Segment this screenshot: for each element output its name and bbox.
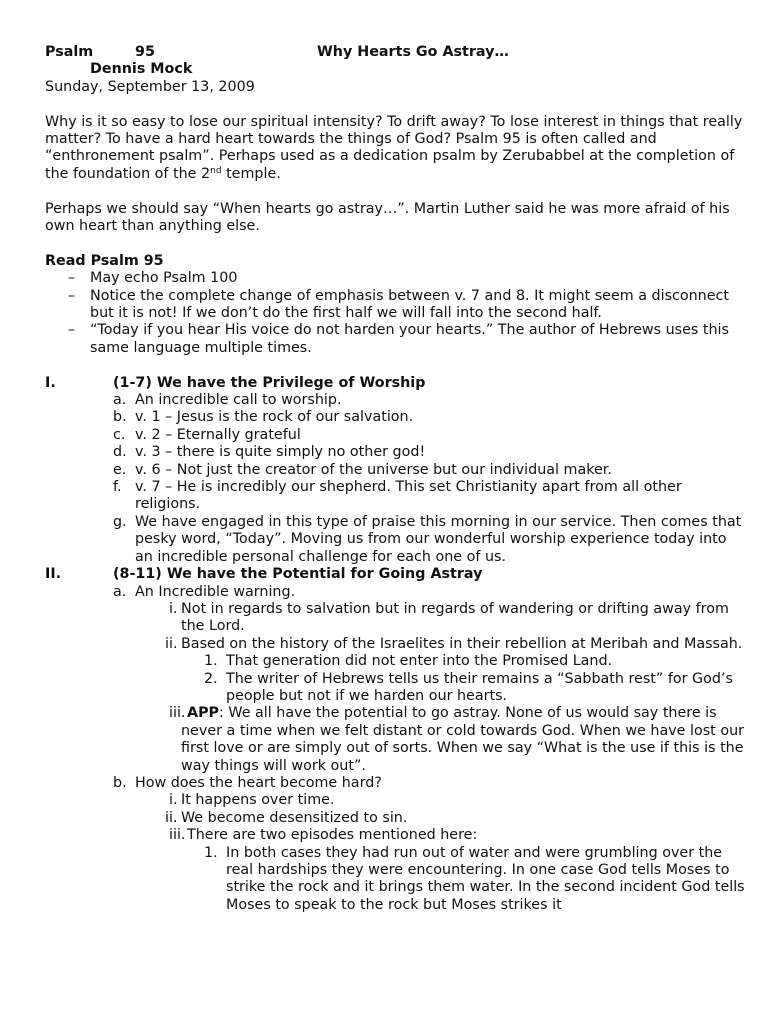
- list-item: g. We have engaged in this type of praise this morning in our service. Then comes that pesky word, “Today”. Moving us from our wonderful worship experience today into an incredible personal challenge for each one of us.: [113, 513, 742, 565]
- author-name: Dennis Mock: [90, 61, 193, 78]
- intro-paragraph-1: Why is it so easy to lose our spiritual intensity? To drift away? To lose interest in things that really matter? To have a hard heart towards the things of God? Psalm 95 is often called and “enthronement psalm”. Perhaps used as a dedication psalm by Zerubabbel at the completion of the foundation of the 2nd temple.: [45, 113, 743, 182]
- list-item: ii. Based on the history of the Israelites in their rebellion at Meribah and Massah.: [165, 635, 743, 652]
- section-2-heading: II. (8-11) We have the Potential for Going Astray: [45, 566, 483, 583]
- psalm-label: Psalm: [45, 44, 94, 60]
- list-item: b. How does the heart become hard?: [113, 774, 382, 791]
- list-item: 1. In both cases they had run out of water and were grumbling over the real hardships they were encountering. In one case God tells Moses to strike the rock and it brings them water. In the second incident God tells Moses to speak to the rock but Moses strikes it: [204, 844, 745, 913]
- intro-paragraph-2: Perhaps we should say “When hearts go astray…”. Martin Luther said he was more afraid of his own heart than anything else.: [45, 200, 730, 235]
- list-item: a. An Incredible warning.: [113, 583, 296, 600]
- section-1-heading: I. (1-7) We have the Privilege of Worship: [45, 374, 426, 391]
- list-item: d. v. 3 – there is quite simply no other god!: [113, 444, 426, 461]
- list-item: e. v. 6 – Not just the creator of the universe but our individual maker.: [113, 461, 612, 478]
- list-item: 2. The writer of Hebrews tells us their remains a “Sabbath rest” for God’s people but not if we harden our hearts.: [204, 670, 733, 704]
- list-item: c. v. 2 – Eternally grateful: [113, 426, 301, 443]
- list-item: – May echo Psalm 100: [68, 270, 238, 287]
- list-item: i. Not in regards to salvation but in regards of wandering or drifting away from the Lord.: [169, 600, 729, 635]
- list-item: – “Today if you hear His voice do not harden your hearts.” The author of Hebrews uses this same language multiple times.: [68, 322, 729, 356]
- read-psalm-heading: Read Psalm 95: [45, 252, 164, 269]
- list-item: b. v. 1 – Jesus is the rock of our salvation.: [113, 409, 414, 426]
- list-item: ii. We become desensitized to sin.: [165, 809, 408, 826]
- list-item: iii. APP: We all have the potential to go astray. None of us would say there is never a time when we felt distant or cold towards God. When we have lost our first love or are simply out of sorts. When we say “What is the use if this is the way things will work out”.: [169, 705, 745, 774]
- list-item: 1. That generation did not enter into the Promised Land.: [204, 653, 613, 670]
- list-item: f. v. 7 – He is incredibly our shepherd. This set Christianity apart from all other religions.: [113, 479, 682, 513]
- list-item: iii. There are two episodes mentioned here:: [169, 827, 478, 844]
- sermon-date: Sunday, September 13, 2009: [45, 78, 255, 95]
- sermon-title: Why Hearts Go Astray…: [317, 44, 509, 60]
- document-header: [45, 44, 745, 61]
- psalm-number: 95: [135, 44, 155, 60]
- list-item: – Notice the complete change of emphasis between v. 7 and 8. It might seem a disconnect but it is not! If we don’t do the first half we will fall into the second half.: [68, 287, 730, 322]
- list-item: a. An incredible call to worship.: [113, 392, 342, 409]
- document-page: [45, 44, 745, 914]
- list-item: i. It happens over time.: [169, 792, 335, 809]
